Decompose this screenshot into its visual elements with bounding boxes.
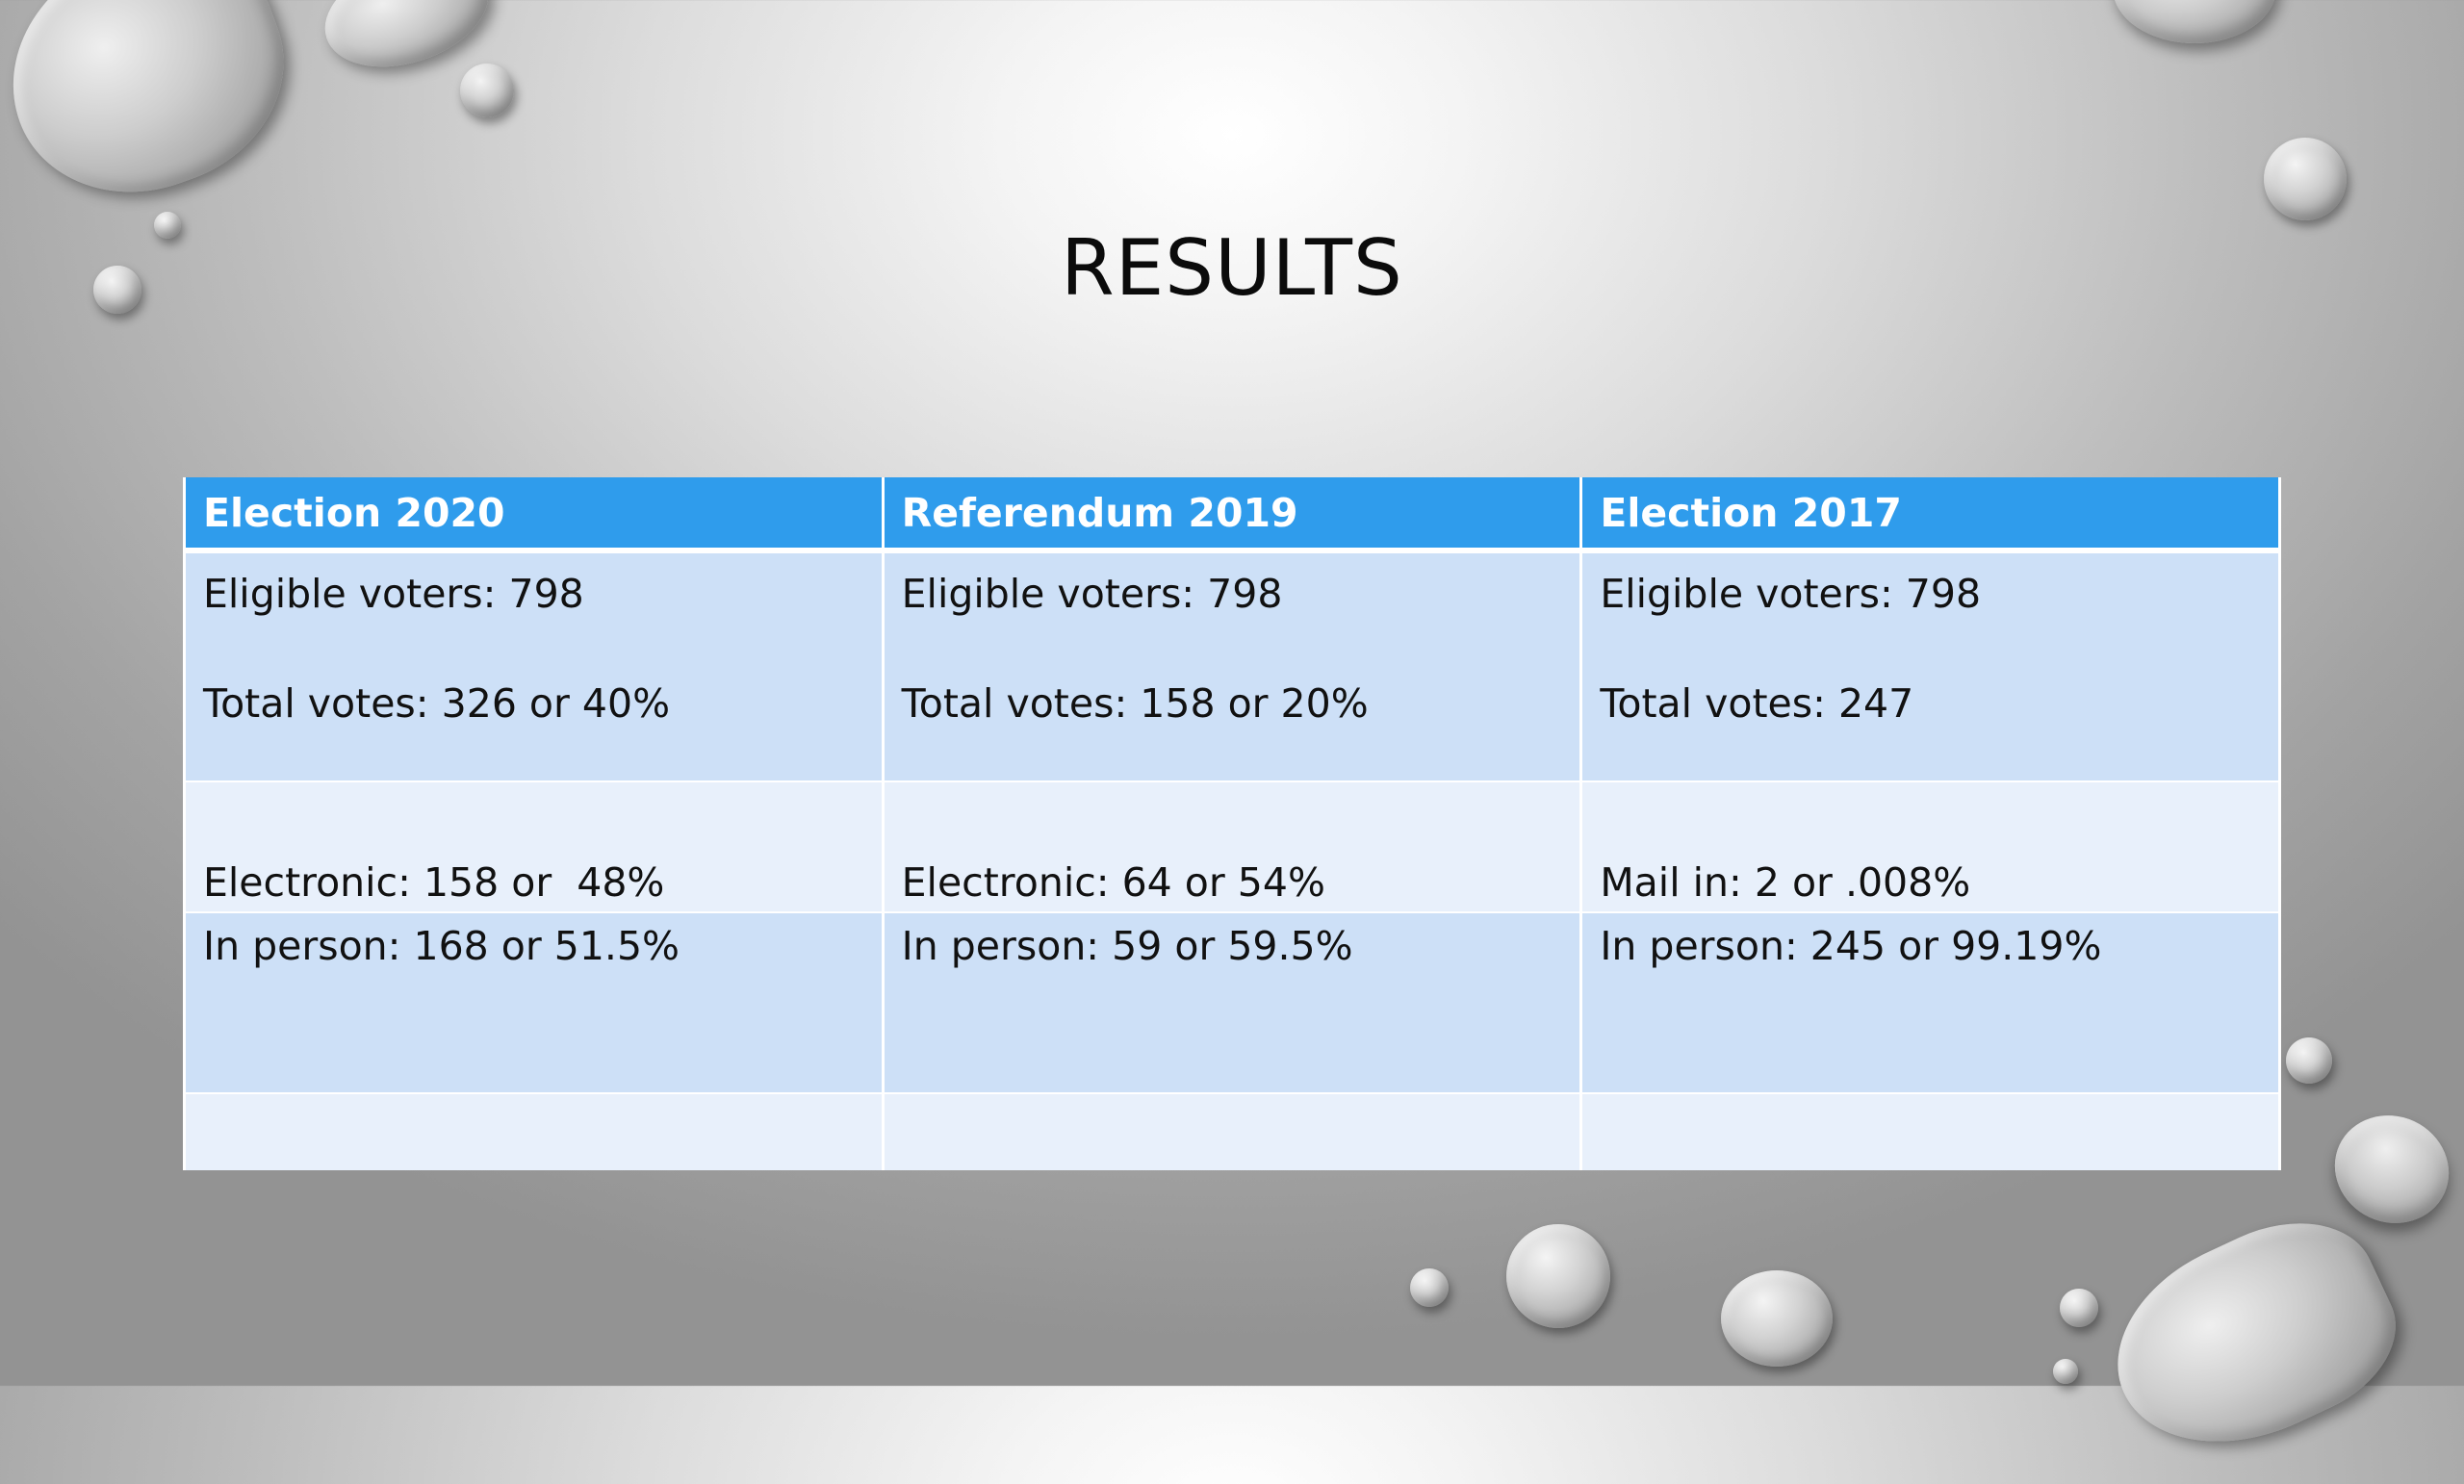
table-cell: [883, 550, 1581, 781]
water-drop-decoration: [2053, 1359, 2078, 1384]
water-drop-decoration: [2113, 0, 2276, 43]
water-drop-decoration: [460, 64, 514, 117]
water-drop-decoration: [1410, 1268, 1449, 1307]
water-drop-decoration: [2264, 138, 2347, 220]
in-person-cell: In person: 168 or 51.5%: [185, 912, 884, 1093]
in-person-cell: In person: 245 or 99.19%: [1581, 912, 2280, 1093]
slide-title: RESULTS: [1061, 223, 1403, 313]
water-drop-decoration: [1721, 1270, 1833, 1367]
water-drop-decoration: [2060, 1289, 2098, 1327]
water-drop-decoration: [1506, 1224, 1610, 1328]
secondary-method-cell: Electronic: 64 or 54%: [883, 781, 1581, 912]
secondary-method-cell: Electronic: 158 or 48%: [185, 781, 884, 912]
eligible-voters-text: Eligible voters: 798: [203, 571, 584, 617]
eligible-voters-text: Eligible voters: 798: [1600, 571, 1982, 617]
table-row: [185, 1093, 2280, 1170]
header-referendum-2019: Referendum 2019: [883, 477, 1581, 550]
total-votes-text: Total votes: 326 or 40%: [203, 680, 671, 727]
table-row: [185, 550, 2280, 781]
eligible-voters-text: Eligible voters: 798: [901, 571, 1283, 617]
water-drop-decoration: [0, 0, 316, 227]
empty-cell: [185, 1093, 884, 1170]
header-election-2017: Election 2017: [1581, 477, 2280, 550]
table-cell: [185, 550, 884, 781]
water-drop-decoration: [2085, 1191, 2419, 1484]
secondary-method-cell: Mail in: 2 or .008%: [1581, 781, 2280, 912]
water-drop-decoration: [2317, 1097, 2464, 1241]
table-cell: [1581, 550, 2280, 781]
table-row: [185, 781, 2280, 912]
empty-cell: [1581, 1093, 2280, 1170]
table-row: [185, 912, 2280, 1093]
in-person-cell: In person: 59 or 59.5%: [883, 912, 1581, 1093]
results-table: [183, 477, 2281, 1170]
water-drop-decoration: [2286, 1037, 2332, 1084]
total-votes-text: Total votes: 247: [1600, 680, 1914, 727]
table-header-row: [185, 477, 2280, 550]
header-election-2020: Election 2020: [185, 477, 884, 550]
empty-cell: [883, 1093, 1581, 1170]
total-votes-text: Total votes: 158 or 20%: [901, 680, 1369, 727]
